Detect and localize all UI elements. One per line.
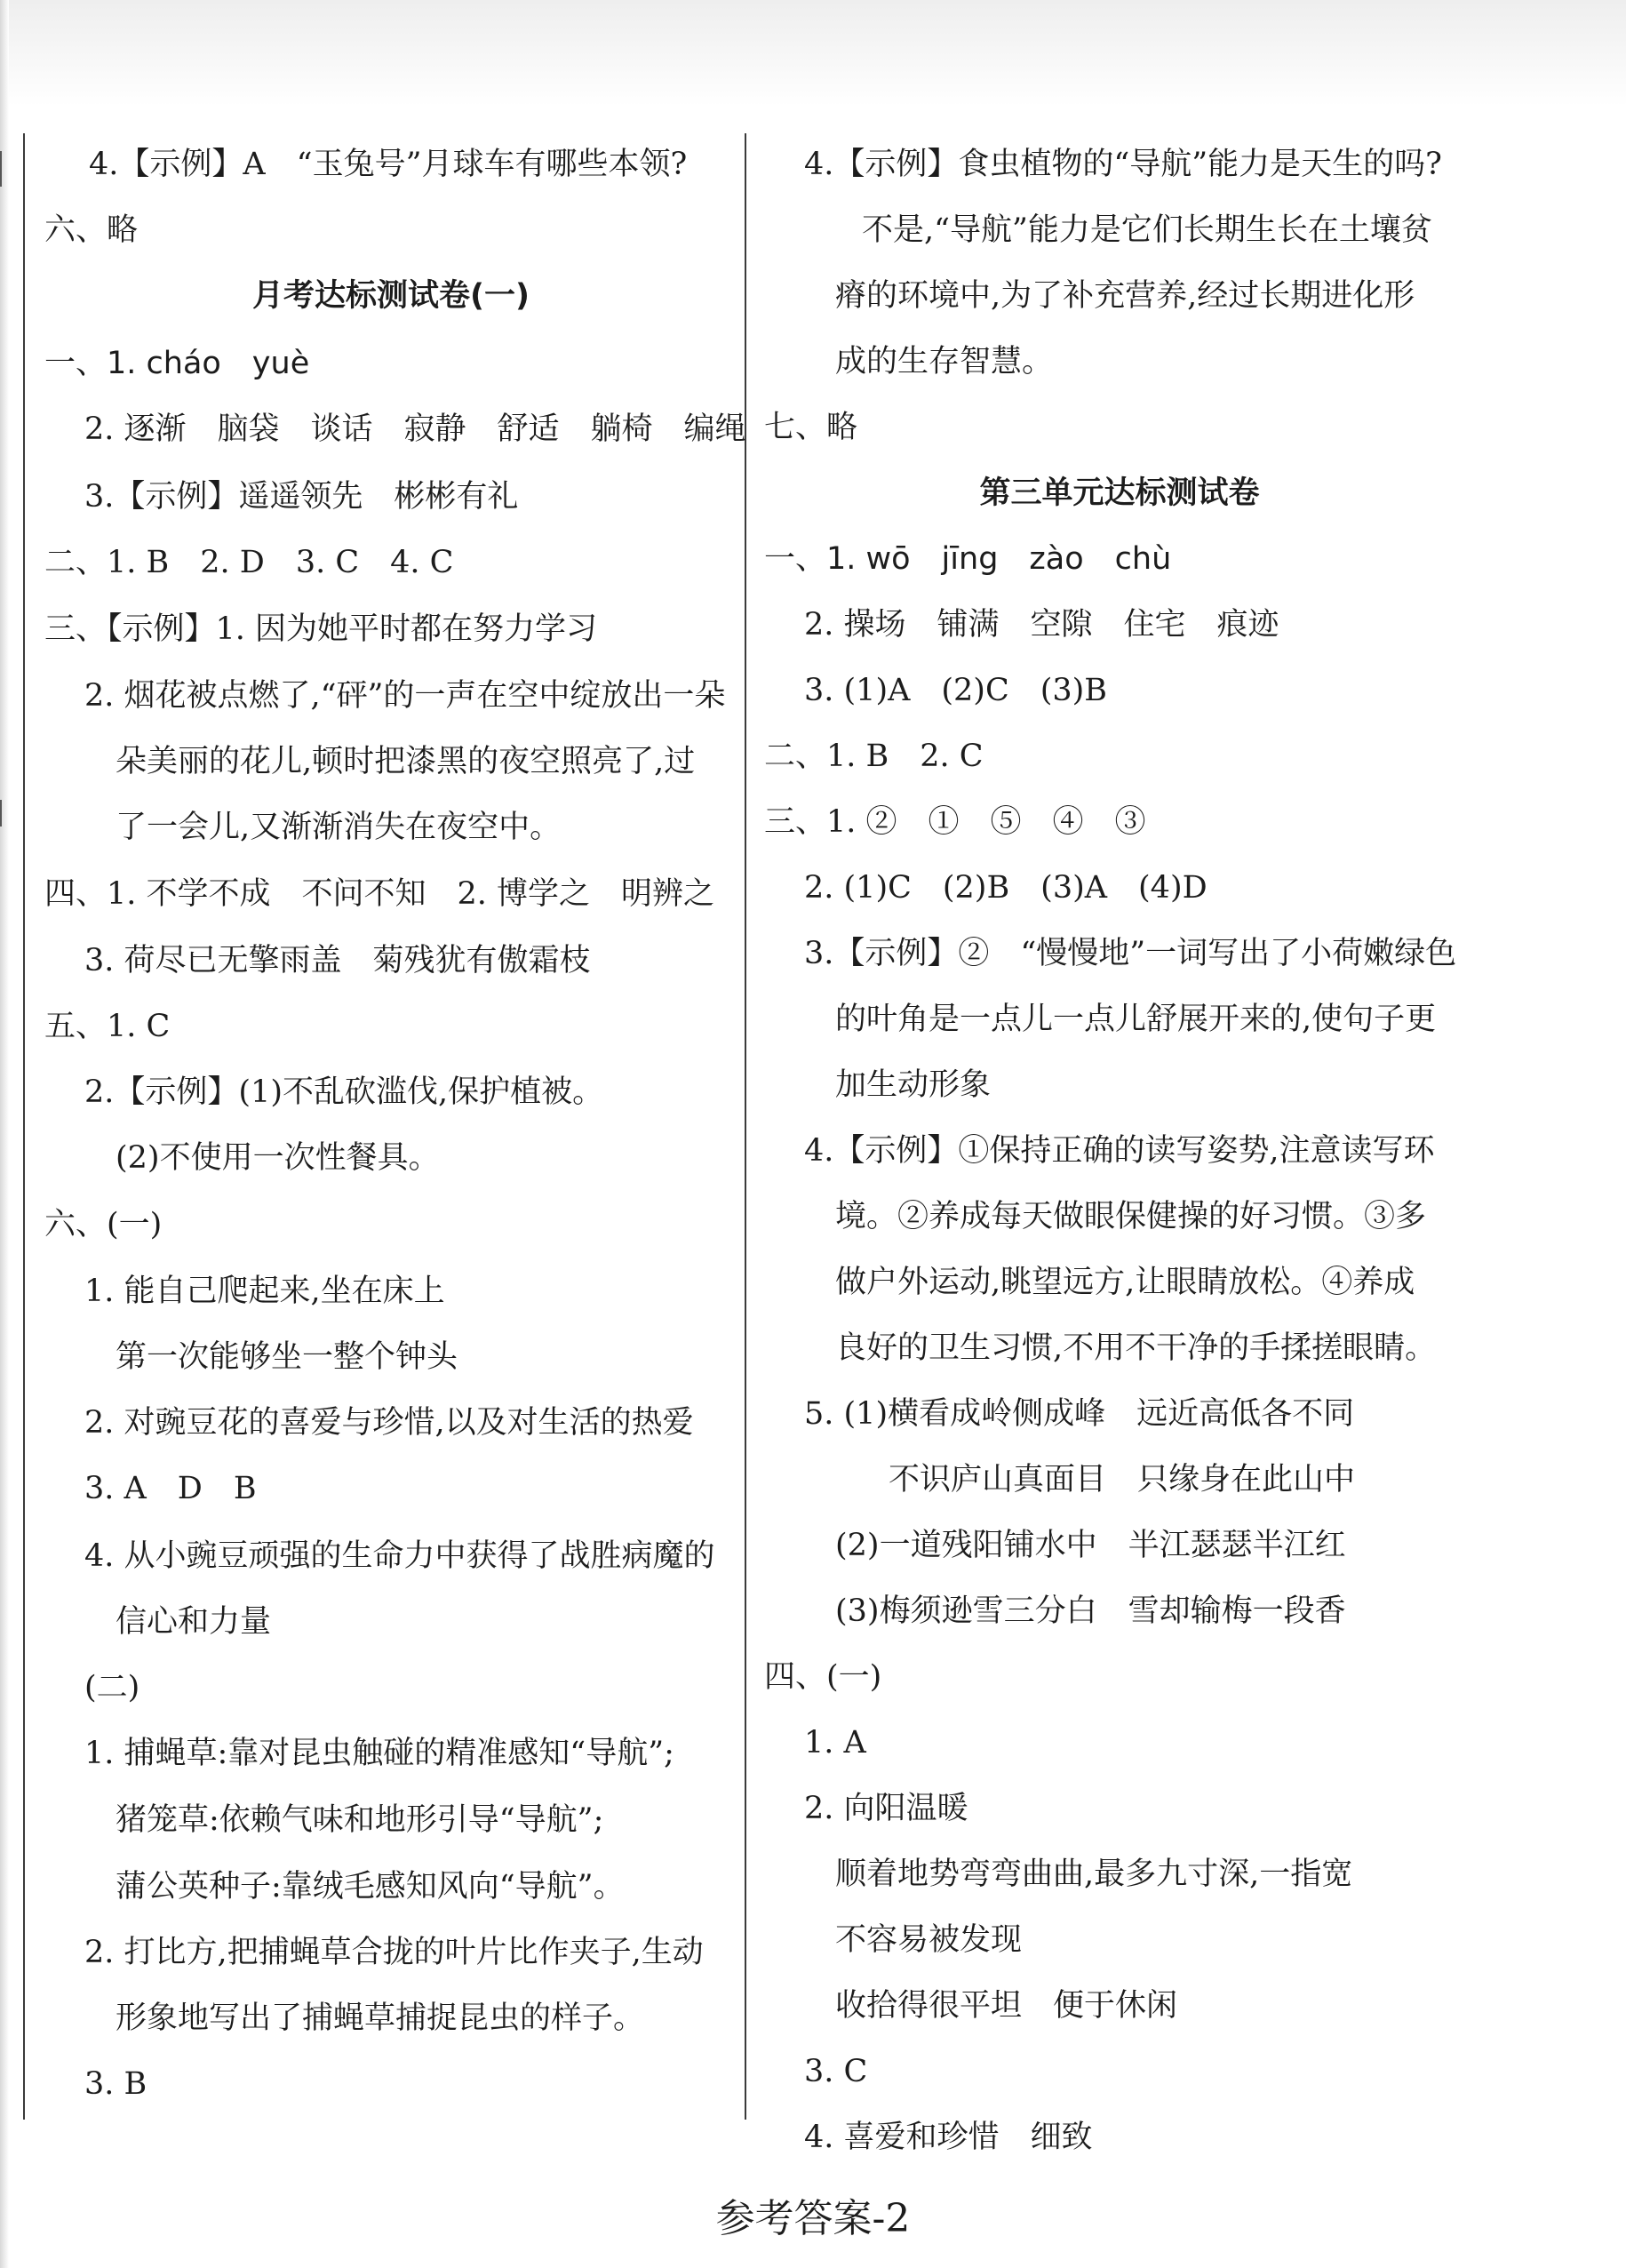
section-heading: 第三单元达标测试卷 (979, 475, 1260, 511)
answer-line: 做户外运动,眺望远方,让眼睛放松。④养成 (835, 1265, 1415, 1300)
answer-line: 形象地写出了捕蝇草捕捉昆虫的样子。 (116, 2000, 645, 2036)
answer-line: 1. 能自己爬起来,坐在床上 (84, 1274, 445, 1309)
page-footer: 参考答案-2 (715, 2196, 911, 2241)
answer-line: 3. C (804, 2054, 868, 2089)
answer-line: 一、1. wō jīng zào chù (764, 541, 1172, 577)
answer-line: 3. A D B (84, 1471, 257, 1506)
answer-line: 成的生存智慧。 (835, 344, 1054, 379)
answer-line: 顺着地势弯弯曲曲,最多九寸深,一指宽 (835, 1857, 1353, 1892)
answer-line: 四、(一) (764, 1659, 882, 1695)
answer-line: 不识庐山真面目 只缘身在此山中 (889, 1462, 1356, 1497)
answer-line: 蒲公英种子:靠绒毛感知风向“导航”。 (116, 1869, 625, 1905)
answer-line: 5. (1)横看成岭侧成峰 远近高低各不同 (804, 1396, 1355, 1432)
answer-line: 的叶角是一点儿一点儿舒展开来的,使句子更 (835, 1002, 1437, 1037)
answer-line: 三、【示例】1. 因为她平时都在努力学习 (44, 611, 598, 647)
answer-line: 2. 打比方,把捕蝇草合拢的叶片比作夹子,生动 (84, 1935, 704, 1970)
answer-line: 3. 荷尽已无擎雨盖 菊残犹有傲霜枝 (84, 943, 591, 978)
answer-line: 良好的卫生习惯,不用不干净的手揉搓眼睛。 (835, 1330, 1437, 1366)
answer-line: 3.【示例】遥遥领先 彬彬有礼 (84, 479, 519, 515)
answer-line: 猪笼草:依赖气味和地形引导“导航”; (116, 1802, 604, 1838)
answer-line: 2. 向阳温暖 (804, 1791, 968, 1826)
answer-line: 2. 操场 铺满 空隙 住宅 痕迹 (804, 607, 1279, 643)
answer-line: 1. A (804, 1725, 866, 1761)
answer-line: 不容易被发现 (835, 1922, 1023, 1958)
answer-line: 境。②养成每天做眼保健操的好习惯。③多 (835, 1199, 1427, 1234)
answer-line: 4.【示例】A “玉兔号”月球车有哪些本领? (89, 147, 688, 182)
section-heading: 月考达标测试卷(一) (252, 278, 530, 314)
answer-line: 朵美丽的花儿,顿时把漆黑的夜空照亮了,过 (116, 744, 696, 779)
answer-line: 信心和力量 (116, 1604, 272, 1640)
scan-left-edge (0, 0, 9, 2268)
edge-mark (0, 800, 2, 827)
answer-line: 2. 对豌豆花的喜爱与珍惜,以及对生活的热爱 (84, 1405, 694, 1441)
edge-mark (0, 151, 2, 187)
answer-line: 第一次能够坐一整个钟头 (116, 1339, 458, 1375)
answer-line: 五、1. C (44, 1009, 171, 1044)
answer-line: (2)一道残阳铺水中 半江瑟瑟半江红 (835, 1528, 1346, 1563)
answer-line: 六、略 (44, 212, 139, 248)
answer-line: 4. 喜爱和珍惜 细致 (804, 2120, 1093, 2155)
answer-line: 瘠的环境中,为了补充营养,经过长期进化形 (835, 278, 1415, 314)
answer-line: 不是,“导航”能力是它们长期生长在土壤贫 (862, 212, 1432, 248)
answer-line: 三、1. ② ① ⑤ ④ ③ (764, 804, 1146, 840)
answer-line: 4. 从小豌豆顽强的生命力中获得了战胜病魔的 (84, 1538, 715, 1574)
answer-line: 四、1. 不学不成 不问不知 2. 博学之 明辨之 (44, 876, 715, 912)
answer-line: 1. 捕蝇草:靠对昆虫触碰的精准感知“导航”; (84, 1736, 674, 1771)
answer-line: 收拾得很平坦 便于休闲 (835, 1988, 1178, 2024)
answer-line: 加生动形象 (835, 1067, 992, 1103)
answer-line: 2. 烟花被点燃了,“砰”的一声在空中绽放出一朵 (84, 678, 726, 714)
answer-line: 2.【示例】(1)不乱砍滥伐,保护植被。 (84, 1074, 604, 1110)
answer-line: (二) (84, 1670, 140, 1705)
answer-line: 一、1. cháo yuè (44, 346, 310, 381)
answer-line: (2)不使用一次性餐具。 (116, 1140, 440, 1176)
answer-line: 2. (1)C (2)B (3)A (4)D (804, 870, 1208, 906)
answer-line: 二、1. B 2. D 3. C 4. C (44, 545, 454, 580)
answer-line: (3)梅须逊雪三分白 雪却输梅一段香 (835, 1593, 1346, 1629)
answer-line: 六、(一) (44, 1207, 163, 1242)
answer-line: 七、略 (764, 410, 858, 445)
scan-top-shadow (0, 0, 1626, 107)
answer-line: 4.【示例】①保持正确的读写姿势,注意读写环 (804, 1133, 1435, 1169)
answer-line: 3. (1)A (2)C (3)B (804, 673, 1108, 708)
answer-line: 3.【示例】② “慢慢地”一词写出了小荷嫩绿色 (804, 936, 1457, 971)
left-margin-rule (23, 133, 25, 2120)
answer-line: 二、1. B 2. C (764, 739, 984, 774)
answer-line: 3. B (84, 2066, 147, 2102)
answer-line: 2. 逐渐 脑袋 谈话 寂静 舒适 躺椅 编绳 (84, 411, 746, 447)
answer-line: 了一会儿,又渐渐消失在夜空中。 (116, 810, 562, 845)
answer-line: 4.【示例】食虫植物的“导航”能力是天生的吗? (804, 147, 1442, 182)
